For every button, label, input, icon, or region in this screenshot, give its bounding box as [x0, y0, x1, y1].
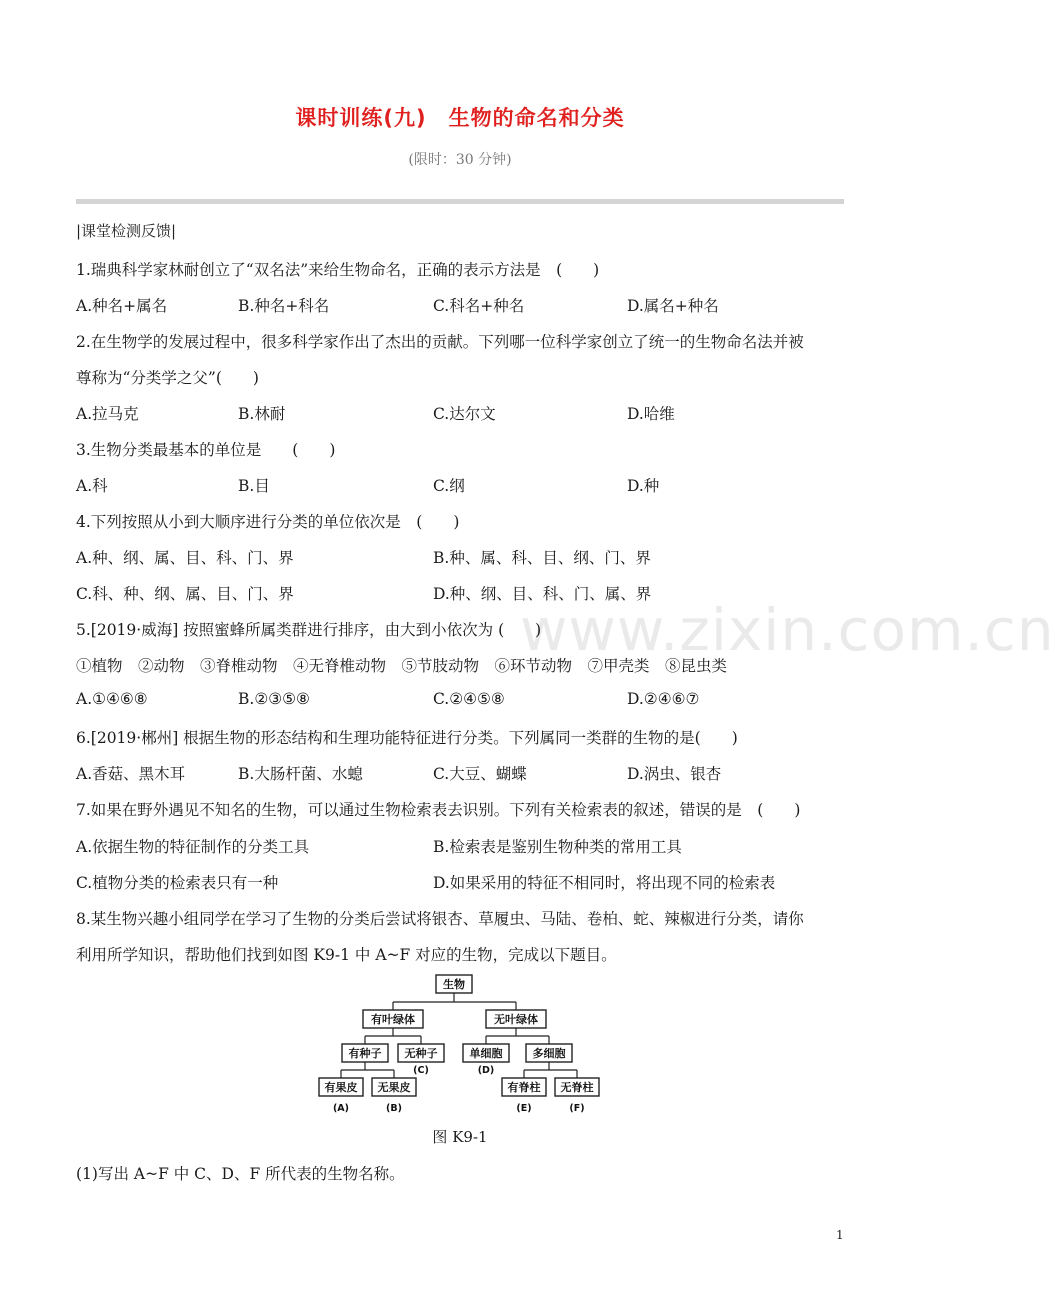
tree-leafy-label: 有叶绿体 — [371, 1013, 415, 1026]
tree-letter-d: (D) — [477, 1065, 495, 1076]
section-heading: |课堂检测反馈| — [76, 222, 177, 240]
q7-option-a[interactable]: A.依据生物的特征制作的分类工具 — [76, 838, 310, 856]
q3-option-c[interactable]: C.纲 — [433, 477, 465, 495]
q4-option-d[interactable]: D.种、纲、目、科、门、属、界 — [433, 585, 652, 603]
question-2-stem-cont: 尊称为“分类学之父”( ) — [76, 369, 259, 387]
q7-option-c[interactable]: C.植物分类的检索表只有一种 — [76, 874, 279, 892]
q3-option-a[interactable]: A.科 — [76, 477, 108, 495]
page-title: 课时训练(九) 生物的命名和分类 — [295, 106, 625, 130]
q2-option-a[interactable]: A.拉马克 — [76, 405, 139, 423]
tree-single-label: 单细胞 — [469, 1047, 503, 1060]
tree-spine-label: 有脊柱 — [507, 1081, 541, 1094]
tree-letter-b: (B) — [386, 1103, 402, 1114]
question-1-stem: 1.瑞典科学家林耐创立了“双名法”来给生物命名，正确的表示方法是 ( ) — [76, 261, 600, 279]
watermark: www.zixin.com.cn — [520, 596, 1055, 664]
q7-option-d[interactable]: D.如果采用的特征不相同时，将出现不同的检索表 — [433, 874, 776, 892]
question-8-sub-1: (1)写出 A~F 中 C、D、F 所代表的生物名称。 — [76, 1165, 405, 1183]
q3-option-d[interactable]: D.种 — [627, 477, 660, 495]
q4-option-b[interactable]: B.种、属、科、目、纲、门、界 — [433, 549, 651, 567]
divider — [76, 199, 844, 204]
q5-option-b[interactable]: B.②③⑤⑧ — [238, 690, 310, 708]
q6-option-d[interactable]: D.涡虫、银杏 — [627, 765, 722, 783]
question-4-stem: 4.下列按照从小到大顺序进行分类的单位依次是 ( ) — [76, 513, 460, 531]
tree-letter-a: (A) — [332, 1103, 350, 1114]
q1-option-a[interactable]: A.种名+属名 — [76, 297, 168, 315]
tree-multi-label: 多细胞 — [532, 1047, 566, 1060]
figure-caption: 图 K9-1 — [432, 1128, 488, 1146]
q7-option-b[interactable]: B.检索表是鉴别生物种类的常用工具 — [433, 838, 682, 856]
q5-option-d[interactable]: D.②④⑥⑦ — [627, 690, 700, 708]
question-5-items: ①植物 ②动物 ③脊椎动物 ④无脊椎动物 ⑤节肢动物 ⑥环节动物 ⑦甲壳类 ⑧昆虫类 — [76, 657, 728, 675]
q2-option-d[interactable]: D.哈维 — [627, 405, 675, 423]
tree-letter-f: (F) — [569, 1103, 585, 1114]
q2-option-c[interactable]: C.达尔文 — [433, 405, 496, 423]
q4-option-a[interactable]: A.种、纲、属、目、科、门、界 — [76, 549, 294, 567]
tree-noseed-label: 无种子 — [404, 1047, 438, 1060]
question-8-stem-cont: 利用所学知识，帮助他们找到如图 K9-1 中 A~F 对应的生物，完成以下题目。 — [76, 946, 617, 964]
tree-root-label: 生物 — [443, 978, 465, 991]
q6-option-a[interactable]: A.香菇、黑木耳 — [76, 765, 186, 783]
question-3-stem: 3.生物分类最基本的单位是 ( ) — [76, 441, 336, 459]
time-limit: (限时：30 分钟) — [408, 152, 512, 168]
page-number: 1 — [836, 1228, 844, 1242]
q5-option-c[interactable]: C.②④⑤⑧ — [433, 690, 505, 708]
question-2-stem: 2.在生物学的发展过程中，很多科学家作出了杰出的贡献。下列哪一位科学家创立了统一的生物命名法并被 — [76, 333, 804, 351]
question-6-stem: 6.[2019·郴州] 根据生物的形态结构和生理功能特征进行分类。下列属同一类群的生物的是( ) — [76, 729, 738, 747]
q2-option-b[interactable]: B.林耐 — [238, 405, 286, 423]
q6-option-c[interactable]: C.大豆、蝴蝶 — [433, 765, 527, 783]
q1-option-c[interactable]: C.科名+种名 — [433, 297, 525, 315]
tree-letter-c: (C) — [413, 1065, 429, 1076]
question-8-stem: 8.某生物兴趣小组同学在学习了生物的分类后尝试将银杏、草履虫、马陆、卷柏、蛇、辣椒进行分类，请你 — [76, 910, 804, 928]
q3-option-b[interactable]: B.目 — [238, 477, 270, 495]
classification-tree-figure — [320, 972, 610, 1124]
q1-option-b[interactable]: B.种名+科名 — [238, 297, 330, 315]
tree-seed-label: 有种子 — [348, 1047, 382, 1060]
tree-nospine-label: 无脊柱 — [560, 1081, 594, 1094]
q1-option-d[interactable]: D.属名+种名 — [627, 297, 719, 315]
question-7-stem: 7.如果在野外遇见不知名的生物，可以通过生物检索表去识别。下列有关检索表的叙述，错误的是 ( ) — [76, 801, 801, 819]
tree-letter-e: (E) — [516, 1103, 532, 1114]
q4-option-c[interactable]: C.科、种、纲、属、目、门、界 — [76, 585, 294, 603]
tree-nonleafy-label: 无叶绿体 — [494, 1013, 538, 1026]
tree-fruit-label: 有果皮 — [324, 1081, 358, 1094]
q6-option-b[interactable]: B.大肠杆菌、水螅 — [238, 765, 363, 783]
question-5-stem: 5.[2019·威海] 按照蜜蜂所属类群进行排序，由大到小依次为 ( ) — [76, 621, 542, 639]
q5-option-a[interactable]: A.①④⑥⑧ — [76, 690, 148, 708]
tree-nofruit-label: 无果皮 — [377, 1081, 411, 1094]
